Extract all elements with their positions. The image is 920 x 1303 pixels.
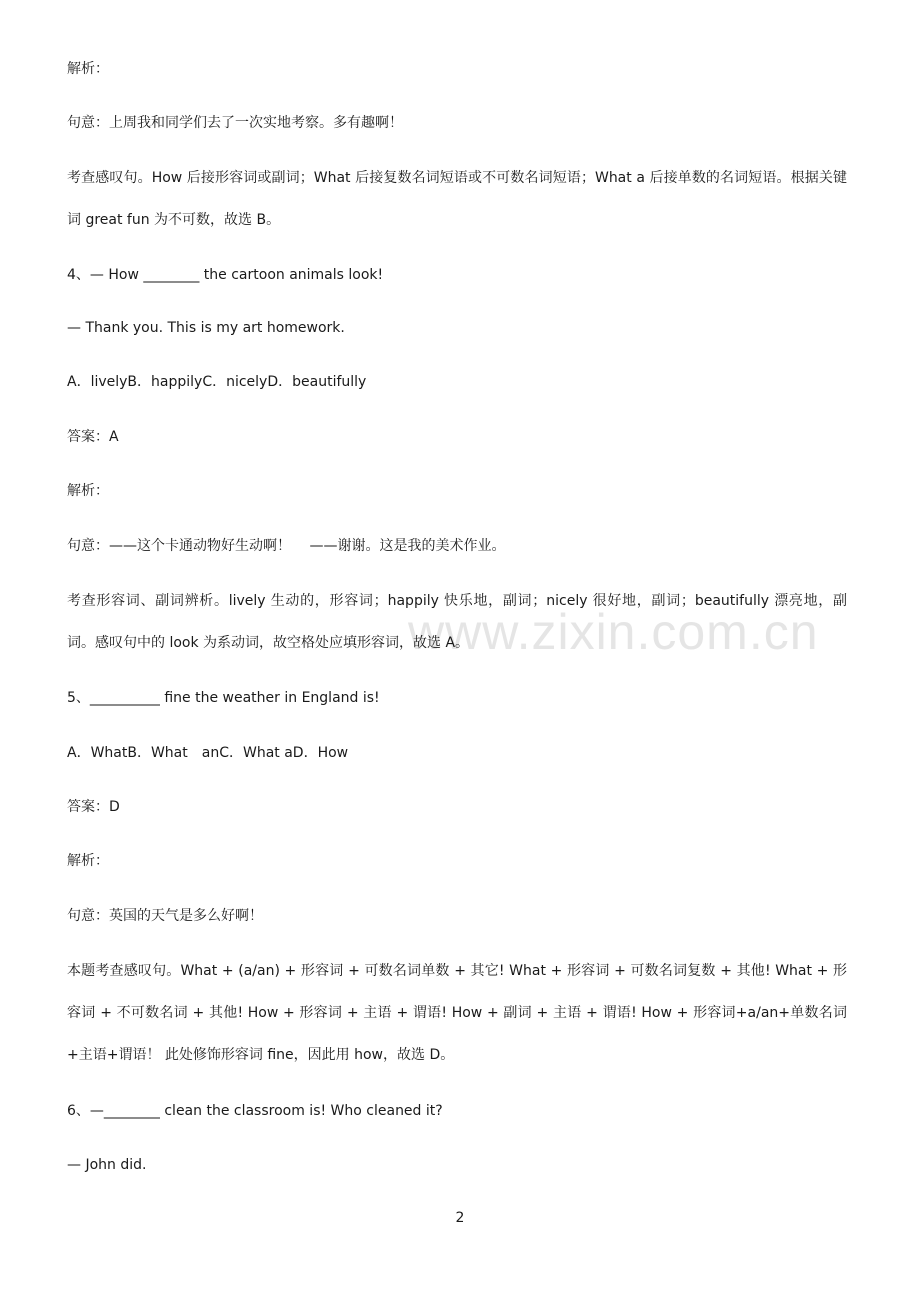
question-5: 5、__________ fine the weather in England is! <box>67 690 380 706</box>
sentence-meaning: 句意：上周我和同学们去了一次实地考察。多有趣啊！ <box>67 115 403 131</box>
explanation-label: 解析： <box>67 853 109 869</box>
question-4: 4、— How ________ the cartoon animals look! <box>67 267 384 283</box>
analysis-paragraph: 考查形容词、副词辨析。lively 生动的，形容词；happily 快乐地，副词；nicely 很好地，副词；beautifully 漂亮地，副词。感叹句中的 look 为系动词，故空格处应填形容词，故选 A。 <box>67 593 847 651</box>
analysis-paragraph: 考查感叹句。How 后接形容词或副词；What 后接复数名词短语或不可数名词短语；What a 后接单数的名词短语。根据关键词 great fun 为不可数，故选 B。 <box>67 170 847 228</box>
question-5-answer: 答案：D <box>67 799 120 815</box>
analysis-paragraph: 本题考查感叹句。What + (a/an) + 形容词 + 可数名词单数 + 其它! What + 形容词 + 可数名词复数 + 其他! What + 形容词 + 不可数名词 + 其他! How + 形容词 + 主语 + 谓语! How + 副词 + 主语 + 谓语! How + 形容词+a/an+单数名词+主语+谓语！ 此处修饰形容词 fine，因此用 how，故选 D。 <box>67 963 847 1063</box>
explanation-label: 解析： <box>67 483 109 499</box>
question-5-options: A．WhatB．What anC．What aD．How <box>67 745 349 761</box>
question-6-reply: — John did. <box>67 1157 147 1173</box>
watermark: www.zixin.com.cn <box>408 604 819 660</box>
question-6: 6、—________ clean the classroom is! Who cleaned it? <box>67 1103 443 1119</box>
question-4-options: A．livelyB．happilyC．nicelyD．beautifully <box>67 374 367 390</box>
sentence-meaning: 句意：——这个卡通动物好生动啊！ ——谢谢。这是我的美术作业。 <box>67 538 506 554</box>
question-4-reply: — Thank you. This is my art homework. <box>67 320 345 336</box>
question-4-answer: 答案：A <box>67 429 119 445</box>
explanation-label: 解析： <box>67 61 109 77</box>
sentence-meaning: 句意：英国的天气是多么好啊！ <box>67 908 263 924</box>
page-number: 2 <box>455 1210 465 1226</box>
